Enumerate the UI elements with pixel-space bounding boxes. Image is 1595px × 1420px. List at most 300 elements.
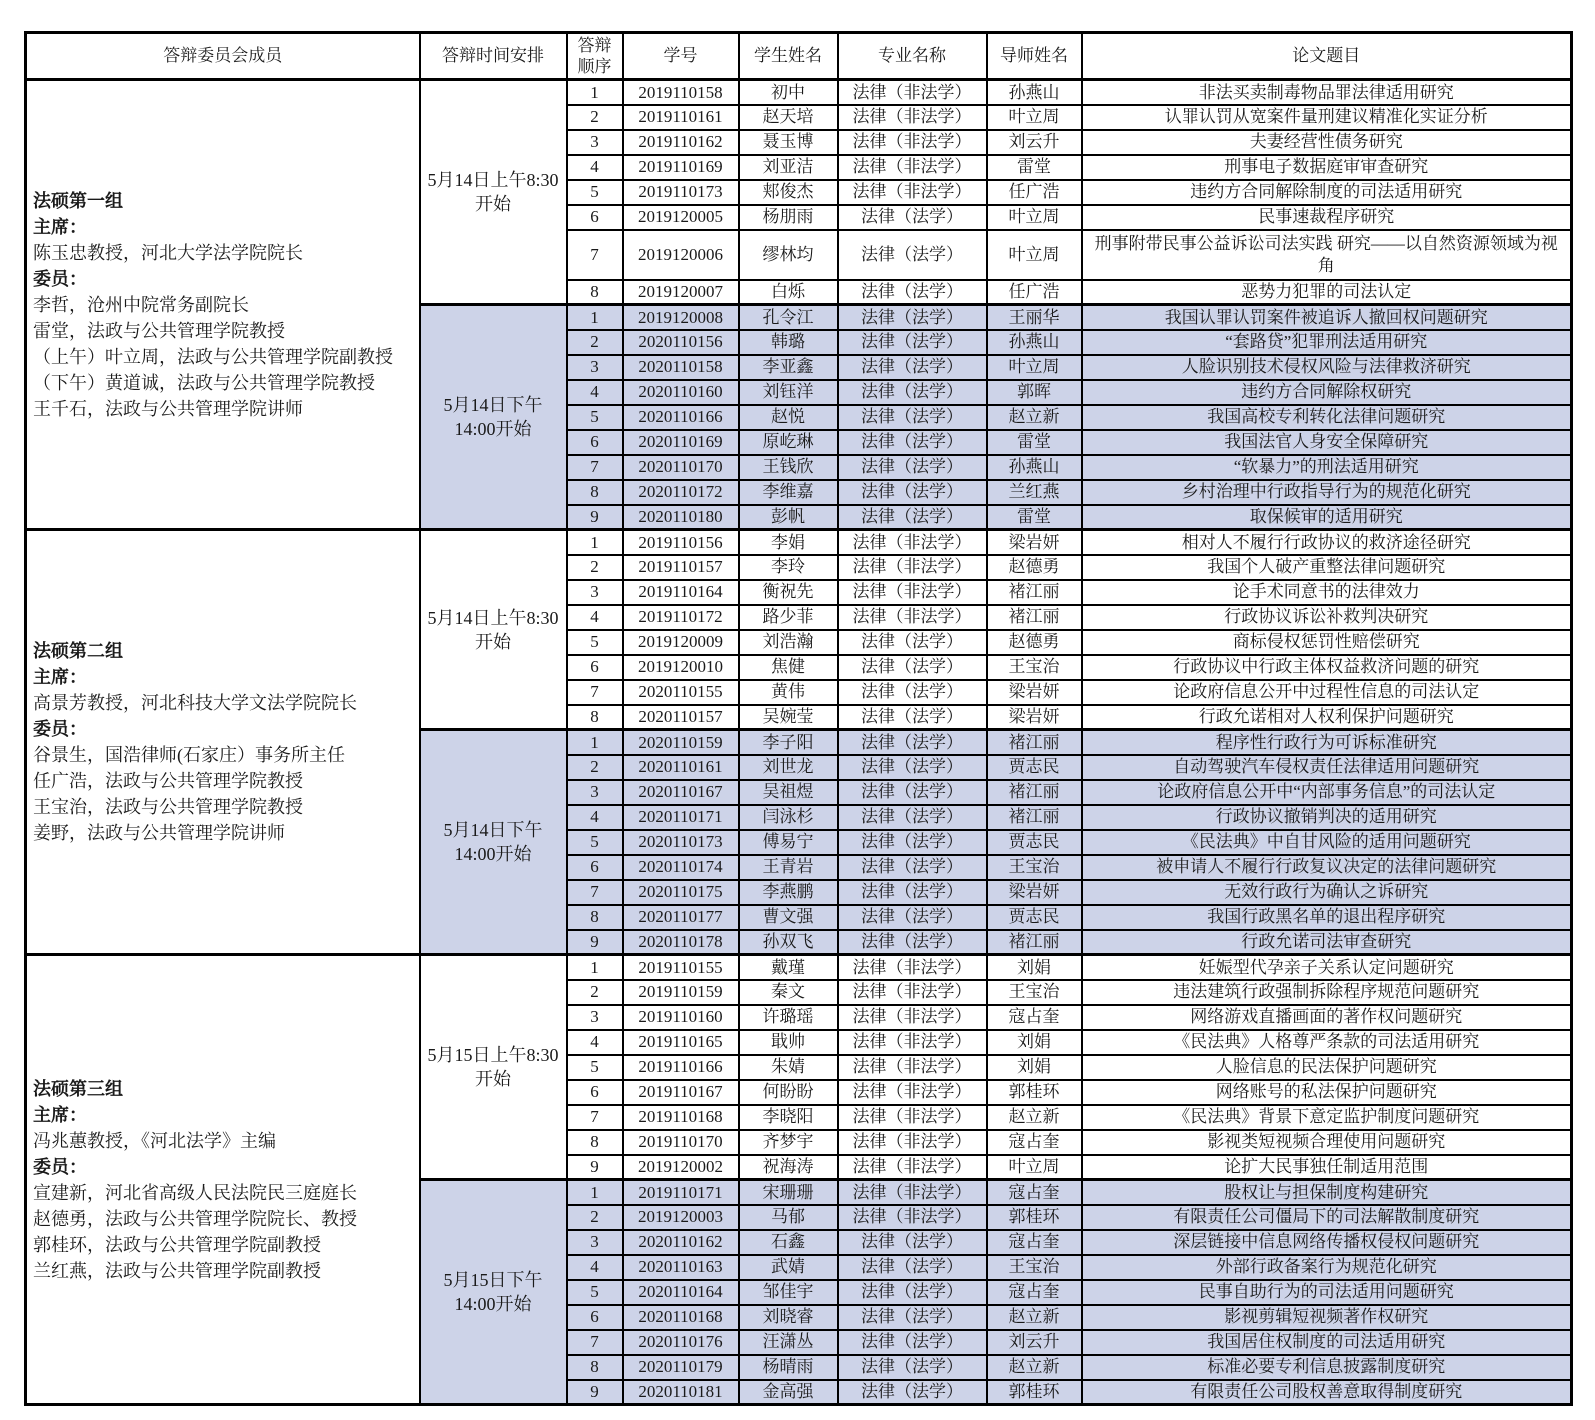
major-cell: 法律（非法学） — [838, 605, 987, 630]
advisor-cell: 褚江丽 — [987, 805, 1082, 830]
advisor-cell: 贾志民 — [987, 755, 1082, 780]
defense-order-cell: 5 — [567, 1280, 623, 1305]
defense-order-cell: 3 — [567, 130, 623, 155]
student-name-cell: 宋珊珊 — [739, 1180, 838, 1205]
student-id-cell: 2020110163 — [623, 1255, 739, 1280]
advisor-cell: 梁岩妍 — [987, 705, 1082, 730]
advisor-cell: 叶立周 — [987, 230, 1082, 280]
student-id-cell: 2020110156 — [623, 330, 739, 355]
advisor-cell: 郭桂环 — [987, 1080, 1082, 1105]
student-id-cell: 2019110173 — [623, 180, 739, 205]
student-id-cell: 2019110169 — [623, 155, 739, 180]
advisor-cell: 寇占奎 — [987, 1130, 1082, 1155]
thesis-title-cell: 人脸信息的民法保护问题研究 — [1082, 1055, 1572, 1080]
student-name-cell: 初中 — [739, 80, 838, 105]
session-time-line: 5月14日下午 — [443, 395, 543, 415]
advisor-cell: 孙燕山 — [987, 455, 1082, 480]
defense-order-cell: 3 — [567, 1005, 623, 1030]
major-cell: 法律（法学） — [838, 205, 987, 230]
chair-name: 冯兆蕙教授，《河北法学》主编 — [33, 1130, 276, 1151]
student-id-cell: 2020110176 — [623, 1330, 739, 1355]
defense-order-cell: 8 — [567, 1130, 623, 1155]
major-cell: 法律（非法学） — [838, 1105, 987, 1130]
student-id-cell: 2020110172 — [623, 480, 739, 505]
committee-cell — [26, 80, 420, 530]
major-cell: 法律（法学） — [838, 405, 987, 430]
advisor-cell: 王宝治 — [987, 980, 1082, 1005]
member-name: 赵德勇，法政与公共管理学院院长、教授 — [33, 1208, 357, 1229]
major-cell: 法律（法学） — [838, 830, 987, 855]
advisor-cell: 贾志民 — [987, 830, 1082, 855]
defense-order-cell: 1 — [567, 80, 623, 105]
major-cell: 法律（法学） — [838, 705, 987, 730]
student-name-cell: 韩璐 — [739, 330, 838, 355]
committee-group-title: 法硕第三组 — [33, 1078, 123, 1099]
chair-label: 主席： — [33, 1104, 87, 1125]
major-cell: 法律（法学） — [838, 1230, 987, 1255]
col-header-order: 答辩顺序 — [567, 33, 623, 80]
defense-order-cell: 4 — [567, 380, 623, 405]
thesis-title-cell: 被申请人不履行行政复议决定的法律问题研究 — [1082, 855, 1572, 880]
col-header-thesis-title: 论文题目 — [1082, 33, 1572, 80]
table-row — [26, 80, 1572, 105]
major-cell: 法律（法学） — [838, 455, 987, 480]
advisor-cell: 刘云升 — [987, 1330, 1082, 1355]
defense-order-cell: 5 — [567, 630, 623, 655]
defense-order-cell: 2 — [567, 980, 623, 1005]
thesis-title-cell: 论手术同意书的法律效力 — [1082, 580, 1572, 605]
student-name-cell: 刘晓睿 — [739, 1305, 838, 1330]
student-name-cell: 王钱欣 — [739, 455, 838, 480]
student-id-cell: 2020110178 — [623, 930, 739, 955]
thesis-title-cell: 取保候审的适用研究 — [1082, 505, 1572, 530]
student-name-cell: 赵天培 — [739, 105, 838, 130]
student-name-cell: 李亚鑫 — [739, 355, 838, 380]
student-id-cell: 2019110157 — [623, 555, 739, 580]
student-name-cell: 李玲 — [739, 555, 838, 580]
advisor-cell: 刘娟 — [987, 1030, 1082, 1055]
major-cell: 法律（非法学） — [838, 980, 987, 1005]
thesis-title-cell: 我国居住权制度的司法适用研究 — [1082, 1330, 1572, 1355]
major-cell: 法律（非法学） — [838, 155, 987, 180]
defense-order-cell: 8 — [567, 280, 623, 305]
student-id-cell: 2020110164 — [623, 1280, 739, 1305]
student-name-cell: 彭帆 — [739, 505, 838, 530]
student-id-cell: 2020110170 — [623, 455, 739, 480]
thesis-title-cell: 网络游戏直播画面的著作权问题研究 — [1082, 1005, 1572, 1030]
major-cell: 法律（非法学） — [838, 1130, 987, 1155]
defense-order-cell: 8 — [567, 705, 623, 730]
advisor-cell: 刘云升 — [987, 130, 1082, 155]
student-name-cell: 秦文 — [739, 980, 838, 1005]
student-name-cell: 衡祝先 — [739, 580, 838, 605]
thesis-title-cell: “套路贷”犯罪刑法适用研究 — [1082, 330, 1572, 355]
major-cell: 法律（法学） — [838, 905, 987, 930]
col-header-major: 专业名称 — [838, 33, 987, 80]
student-id-cell: 2019110158 — [623, 80, 739, 105]
student-id-cell: 2019110160 — [623, 1005, 739, 1030]
student-name-cell: 马郁 — [739, 1205, 838, 1230]
student-id-cell: 2019110171 — [623, 1180, 739, 1205]
thesis-title-cell: 民事速裁程序研究 — [1082, 205, 1572, 230]
advisor-cell: 赵立新 — [987, 1355, 1082, 1380]
advisor-cell: 寇占奎 — [987, 1005, 1082, 1030]
member-name: 宣建新，河北省高级人民法院民三庭庭长 — [33, 1182, 357, 1203]
major-cell: 法律（非法学） — [838, 1005, 987, 1030]
student-name-cell: 王青岩 — [739, 855, 838, 880]
student-name-cell: 刘亚洁 — [739, 155, 838, 180]
major-cell: 法律（非法学） — [838, 1205, 987, 1230]
defense-order-cell: 6 — [567, 1305, 623, 1330]
defense-order-cell: 6 — [567, 430, 623, 455]
defense-order-cell: 7 — [567, 1105, 623, 1130]
defense-order-cell: 9 — [567, 1380, 623, 1405]
thesis-title-cell: 《民法典》人格尊严条款的司法适用研究 — [1082, 1030, 1572, 1055]
thesis-title-cell: 影视类短视频合理使用问题研究 — [1082, 1130, 1572, 1155]
session-time-line: 开始 — [475, 194, 511, 214]
student-name-cell: 朱婧 — [739, 1055, 838, 1080]
student-id-cell: 2020110173 — [623, 830, 739, 855]
student-id-cell: 2020110180 — [623, 505, 739, 530]
thesis-title-cell: “软暴力”的刑法适用研究 — [1082, 455, 1572, 480]
thesis-title-cell: 《民法典》背景下意定监护制度问题研究 — [1082, 1105, 1572, 1130]
major-cell: 法律（非法学） — [838, 1155, 987, 1180]
student-name-cell: 焦健 — [739, 655, 838, 680]
members-label: 委员： — [33, 1156, 87, 1177]
thesis-title-cell: 我国个人破产重整法律问题研究 — [1082, 555, 1572, 580]
major-cell: 法律（非法学） — [838, 1180, 987, 1205]
advisor-cell: 雷堂 — [987, 505, 1082, 530]
advisor-cell: 寇占奎 — [987, 1180, 1082, 1205]
student-id-cell: 2019120007 — [623, 280, 739, 305]
advisor-cell: 褚江丽 — [987, 930, 1082, 955]
student-id-cell: 2019110168 — [623, 1105, 739, 1130]
defense-order-cell: 3 — [567, 580, 623, 605]
thesis-title-cell: 论扩大民事独任制适用范围 — [1082, 1155, 1572, 1180]
advisor-cell: 孙燕山 — [987, 330, 1082, 355]
advisor-cell: 郭桂环 — [987, 1380, 1082, 1405]
student-id-cell: 2020110155 — [623, 680, 739, 705]
major-cell: 法律（法学） — [838, 805, 987, 830]
member-name: 王千石，法政与公共管理学院讲师 — [33, 398, 303, 419]
student-id-cell: 2019110165 — [623, 1030, 739, 1055]
session-time-cell — [420, 80, 567, 305]
major-cell: 法律（法学） — [838, 1330, 987, 1355]
student-name-cell: 李娟 — [739, 530, 838, 555]
major-cell: 法律（法学） — [838, 505, 987, 530]
committee-cell — [26, 530, 420, 955]
thesis-title-cell: 违约方合同解除制度的司法适用研究 — [1082, 180, 1572, 205]
advisor-cell: 刘娟 — [987, 1055, 1082, 1080]
advisor-cell: 寇占奎 — [987, 1280, 1082, 1305]
thesis-title-cell: 影视剪辑短视频著作权研究 — [1082, 1305, 1572, 1330]
advisor-cell: 郭桂环 — [987, 1205, 1082, 1230]
defense-order-cell: 7 — [567, 455, 623, 480]
major-cell: 法律（法学） — [838, 880, 987, 905]
student-name-cell: 汪潇丛 — [739, 1330, 838, 1355]
defense-order-cell: 4 — [567, 1030, 623, 1055]
student-name-cell: 路少菲 — [739, 605, 838, 630]
student-name-cell: 缪林均 — [739, 230, 838, 280]
defense-order-cell: 2 — [567, 755, 623, 780]
student-name-cell: 李子阳 — [739, 730, 838, 755]
thesis-title-cell: 外部行政备案行为规范化研究 — [1082, 1255, 1572, 1280]
defense-order-cell: 3 — [567, 355, 623, 380]
defense-order-cell: 5 — [567, 180, 623, 205]
thesis-title-cell: 认罪认罚从宽案件量刑建议精准化实证分析 — [1082, 105, 1572, 130]
table-row — [26, 530, 1572, 555]
major-cell: 法律（法学） — [838, 855, 987, 880]
advisor-cell: 赵德勇 — [987, 555, 1082, 580]
advisor-cell: 叶立周 — [987, 105, 1082, 130]
thesis-title-cell: 乡村治理中行政指导行为的规范化研究 — [1082, 480, 1572, 505]
advisor-cell: 任广浩 — [987, 180, 1082, 205]
student-name-cell: 聂玉博 — [739, 130, 838, 155]
student-id-cell: 2019110161 — [623, 105, 739, 130]
thesis-title-cell: 自动驾驶汽车侵权责任法律适用问题研究 — [1082, 755, 1572, 780]
defense-order-cell: 6 — [567, 205, 623, 230]
student-name-cell: 李晓阳 — [739, 1105, 838, 1130]
table-row — [26, 955, 1572, 980]
thesis-title-cell: 夫妻经营性债务研究 — [1082, 130, 1572, 155]
major-cell: 法律（法学） — [838, 1380, 987, 1405]
defense-order-cell: 7 — [567, 680, 623, 705]
advisor-cell: 王丽华 — [987, 305, 1082, 330]
defense-order-cell: 3 — [567, 1230, 623, 1255]
defense-order-cell: 8 — [567, 905, 623, 930]
member-name: （上午）叶立周，法政与公共管理学院副教授 — [33, 346, 393, 367]
defense-order-cell: 8 — [567, 480, 623, 505]
thesis-title-cell: 恶势力犯罪的司法认定 — [1082, 280, 1572, 305]
major-cell: 法律（法学） — [838, 630, 987, 655]
student-id-cell: 2020110175 — [623, 880, 739, 905]
student-name-cell: 孔令江 — [739, 305, 838, 330]
student-name-cell: 杨朋雨 — [739, 205, 838, 230]
thesis-title-cell: 我国高校专利转化法律问题研究 — [1082, 405, 1572, 430]
member-name: 李哲，沧州中院常务副院长 — [33, 294, 249, 315]
thesis-title-cell: 违约方合同解除权研究 — [1082, 380, 1572, 405]
committee-cell — [26, 955, 420, 1405]
defense-order-cell: 4 — [567, 605, 623, 630]
member-name: （下午）黄道诚，法政与公共管理学院教授 — [33, 372, 375, 393]
student-id-cell: 2020110161 — [623, 755, 739, 780]
student-name-cell: 刘钰洋 — [739, 380, 838, 405]
advisor-cell: 赵立新 — [987, 405, 1082, 430]
major-cell: 法律（非法学） — [838, 130, 987, 155]
defense-order-cell: 2 — [567, 105, 623, 130]
major-cell: 法律（法学） — [838, 1255, 987, 1280]
session-time-cell — [420, 955, 567, 1180]
major-cell: 法律（法学） — [838, 430, 987, 455]
defense-order-cell: 4 — [567, 1255, 623, 1280]
defense-order-cell: 6 — [567, 1080, 623, 1105]
thesis-title-cell: 刑事附带民事公益诉讼司法实践 研究——以自然资源领域为视角 — [1082, 230, 1572, 280]
student-name-cell: 武婧 — [739, 1255, 838, 1280]
advisor-cell: 雷堂 — [987, 430, 1082, 455]
defense-order-cell: 7 — [567, 230, 623, 280]
session-time-line: 14:00开始 — [454, 1294, 532, 1314]
advisor-cell: 赵立新 — [987, 1105, 1082, 1130]
student-id-cell: 2020110168 — [623, 1305, 739, 1330]
major-cell: 法律（非法学） — [838, 530, 987, 555]
col-header-student-name: 学生姓名 — [739, 33, 838, 80]
student-name-cell: 戴瑾 — [739, 955, 838, 980]
defense-order-cell: 5 — [567, 405, 623, 430]
student-name-cell: 闫泳杉 — [739, 805, 838, 830]
member-name: 任广浩，法政与公共管理学院教授 — [33, 771, 303, 791]
defense-order-cell: 2 — [567, 1205, 623, 1230]
defense-order-cell: 1 — [567, 530, 623, 555]
student-name-cell: 刘浩瀚 — [739, 630, 838, 655]
major-cell: 法律（非法学） — [838, 1055, 987, 1080]
advisor-cell: 兰红燕 — [987, 480, 1082, 505]
major-cell: 法律（法学） — [838, 480, 987, 505]
student-name-cell: 孙双飞 — [739, 930, 838, 955]
student-id-cell: 2019110159 — [623, 980, 739, 1005]
advisor-cell: 褚江丽 — [987, 580, 1082, 605]
defense-order-cell: 9 — [567, 1155, 623, 1180]
student-id-cell: 2020110167 — [623, 780, 739, 805]
thesis-title-cell: 民事自助行为的司法适用问题研究 — [1082, 1280, 1572, 1305]
defense-order-cell: 4 — [567, 155, 623, 180]
major-cell: 法律（非法学） — [838, 1080, 987, 1105]
student-name-cell: 何盼盼 — [739, 1080, 838, 1105]
student-id-cell: 2019110167 — [623, 1080, 739, 1105]
student-id-cell: 2020110158 — [623, 355, 739, 380]
advisor-cell: 贾志民 — [987, 905, 1082, 930]
thesis-title-cell: 刑事电子数据庭审审查研究 — [1082, 155, 1572, 180]
student-id-cell: 2020110160 — [623, 380, 739, 405]
major-cell: 法律（法学） — [838, 330, 987, 355]
advisor-cell: 刘娟 — [987, 955, 1082, 980]
advisor-cell: 赵德勇 — [987, 630, 1082, 655]
student-id-cell: 2019120005 — [623, 205, 739, 230]
header-row — [26, 33, 1572, 80]
thesis-title-cell: 非法买卖制毒物品罪法律适用研究 — [1082, 80, 1572, 105]
advisor-cell: 郭晖 — [987, 380, 1082, 405]
major-cell: 法律（法学） — [838, 1305, 987, 1330]
advisor-cell: 梁岩妍 — [987, 530, 1082, 555]
chair-name: 高景芳教授，河北科技大学文法学院院长 — [33, 693, 357, 713]
advisor-cell: 褚江丽 — [987, 730, 1082, 755]
members-label: 委员： — [33, 719, 87, 739]
student-id-cell: 2019110172 — [623, 605, 739, 630]
major-cell: 法律（非法学） — [838, 955, 987, 980]
major-cell: 法律（非法学） — [838, 555, 987, 580]
defense-order-cell: 1 — [567, 730, 623, 755]
thesis-title-cell: 无效行政行为确认之诉研究 — [1082, 880, 1572, 905]
defense-order-cell: 1 — [567, 305, 623, 330]
student-id-cell: 2019120003 — [623, 1205, 739, 1230]
thesis-title-cell: 行政允诺司法审查研究 — [1082, 930, 1572, 955]
student-name-cell: 吴婉莹 — [739, 705, 838, 730]
thesis-title-cell: 人脸识别技术侵权风险与法律救济研究 — [1082, 355, 1572, 380]
advisor-cell: 褚江丽 — [987, 605, 1082, 630]
student-id-cell: 2020110169 — [623, 430, 739, 455]
defense-order-cell: 2 — [567, 330, 623, 355]
defense-order-cell: 9 — [567, 505, 623, 530]
major-cell: 法律（法学） — [838, 355, 987, 380]
major-cell: 法律（法学） — [838, 380, 987, 405]
student-name-cell: 戢帅 — [739, 1030, 838, 1055]
student-id-cell: 2019120006 — [623, 230, 739, 280]
session-time-line: 14:00开始 — [454, 419, 532, 439]
student-name-cell: 李燕鹏 — [739, 880, 838, 905]
defense-order-cell: 1 — [567, 955, 623, 980]
major-cell: 法律（法学） — [838, 280, 987, 305]
student-name-cell: 齐梦宇 — [739, 1130, 838, 1155]
student-name-cell: 曹文强 — [739, 905, 838, 930]
thesis-title-cell: 相对人不履行行政协议的救济途径研究 — [1082, 530, 1572, 555]
student-id-cell: 2020110171 — [623, 805, 739, 830]
advisor-cell: 寇占奎 — [987, 1230, 1082, 1255]
student-id-cell: 2020110174 — [623, 855, 739, 880]
thesis-title-cell: 深层链接中信息网络传播权侵权问题研究 — [1082, 1230, 1572, 1255]
defense-order-cell: 9 — [567, 930, 623, 955]
thesis-title-cell: 行政协议中行政主体权益救济问题的研究 — [1082, 655, 1572, 680]
student-name-cell: 傅易宁 — [739, 830, 838, 855]
advisor-cell: 叶立周 — [987, 205, 1082, 230]
session-time-line: 开始 — [475, 631, 511, 652]
advisor-cell: 梁岩妍 — [987, 680, 1082, 705]
advisor-cell: 任广浩 — [987, 280, 1082, 305]
major-cell: 法律（法学） — [838, 230, 987, 280]
advisor-cell: 赵立新 — [987, 1305, 1082, 1330]
thesis-title-cell: 程序性行政行为可诉标准研究 — [1082, 730, 1572, 755]
student-name-cell: 吴祖煜 — [739, 780, 838, 805]
thesis-title-cell: 行政允诺相对人权利保护问题研究 — [1082, 705, 1572, 730]
session-time-line: 5月14日上午8:30 — [427, 607, 559, 628]
col-header-committee: 答辩委员会成员 — [26, 33, 420, 80]
member-name: 雷堂，法政与公共管理学院教授 — [33, 320, 285, 341]
major-cell: 法律（法学） — [838, 680, 987, 705]
chair-name: 陈玉忠教授，河北大学法学院院长 — [33, 242, 303, 263]
defense-order-cell: 5 — [567, 1055, 623, 1080]
defense-order-cell: 1 — [567, 1180, 623, 1205]
student-id-cell: 2019110156 — [623, 530, 739, 555]
major-cell: 法律（法学） — [838, 930, 987, 955]
thesis-title-cell: 《民法典》中自甘风险的适用问题研究 — [1082, 830, 1572, 855]
major-cell: 法律（非法学） — [838, 80, 987, 105]
student-name-cell: 黄伟 — [739, 680, 838, 705]
major-cell: 法律（法学） — [838, 1355, 987, 1380]
advisor-cell: 王宝治 — [987, 655, 1082, 680]
session-time-line: 5月15日上午8:30 — [427, 1045, 559, 1065]
chair-label: 主席： — [33, 667, 87, 687]
thesis-title-cell: 行政协议撤销判决的适用研究 — [1082, 805, 1572, 830]
major-cell: 法律（法学） — [838, 755, 987, 780]
student-id-cell: 2019110164 — [623, 580, 739, 605]
thesis-title-cell: 有限责任公司僵局下的司法解散制度研究 — [1082, 1205, 1572, 1230]
member-name: 王宝治，法政与公共管理学院教授 — [33, 797, 303, 817]
thesis-title-cell: 标准必要专利信息披露制度研究 — [1082, 1355, 1572, 1380]
major-cell: 法律（非法学） — [838, 1030, 987, 1055]
student-name-cell: 石鑫 — [739, 1230, 838, 1255]
major-cell: 法律（法学） — [838, 655, 987, 680]
member-name: 姜野，法政与公共管理学院讲师 — [33, 823, 285, 843]
defense-order-cell: 8 — [567, 1355, 623, 1380]
thesis-title-cell: 我国认罪认罚案件被追诉人撤回权问题研究 — [1082, 305, 1572, 330]
col-header-student-id: 学号 — [623, 33, 739, 80]
thesis-title-cell: 我国行政黑名单的退出程序研究 — [1082, 905, 1572, 930]
major-cell: 法律（法学） — [838, 305, 987, 330]
student-name-cell: 邹佳宇 — [739, 1280, 838, 1305]
defense-order-cell: 2 — [567, 555, 623, 580]
student-id-cell: 2020110157 — [623, 705, 739, 730]
student-name-cell: 金高强 — [739, 1380, 838, 1405]
major-cell: 法律（非法学） — [838, 105, 987, 130]
student-id-cell: 2019110162 — [623, 130, 739, 155]
